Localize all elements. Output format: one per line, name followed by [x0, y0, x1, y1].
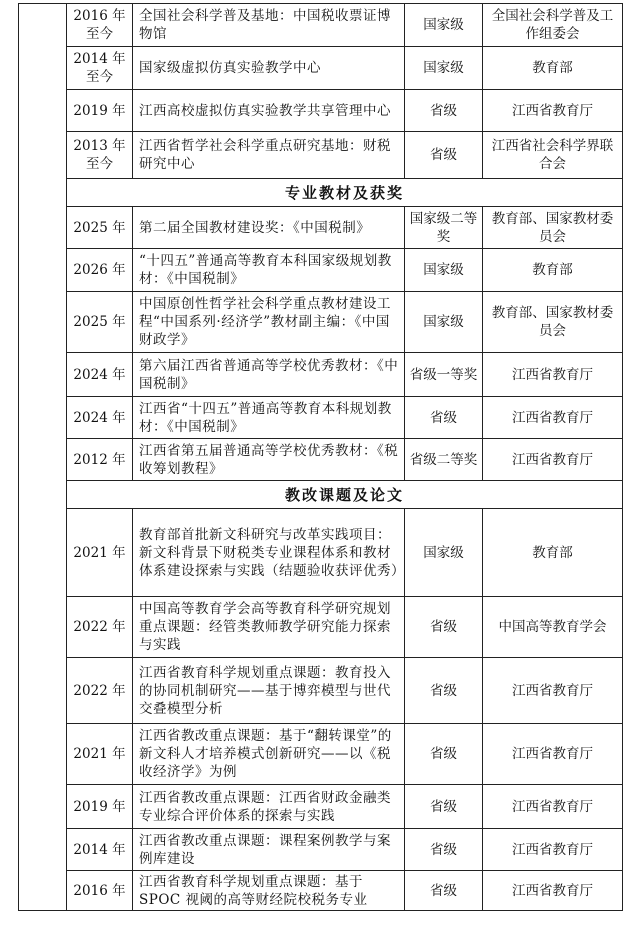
achievements-table [18, 3, 623, 911]
level-cell: 省级 [405, 658, 483, 724]
table-row [19, 90, 623, 132]
year-cell: 2016 年 [67, 871, 133, 911]
table-row [19, 47, 623, 90]
level-cell: 省级 [405, 397, 483, 439]
organization-cell: 教育部 [483, 47, 623, 90]
section-title-reform: 教改课题及论文 [67, 481, 623, 509]
organization-cell: 全国社会科学普及工作组委会 [483, 4, 623, 47]
organization-cell: 教育部 [483, 249, 623, 292]
project-name-cell: 江西省教育科学规划重点课题：基于SPOC 视阈的高等财经院校税务专业 [133, 871, 405, 911]
project-name-cell: 江西高校虚拟仿真实验教学共享管理中心 [133, 90, 405, 132]
project-name-cell: 江西省教改重点课题：基于“翻转课堂”的新文科人才培养模式创新研究——以《税收经济学》为例 [133, 724, 405, 785]
organization-cell: 江西省教育厅 [483, 90, 623, 132]
organization-cell: 江西省教育厅 [483, 397, 623, 439]
project-name-cell: 第六届江西省普通高等学校优秀教材：《中国税制》 [133, 353, 405, 397]
year-cell: 2025 年 [67, 207, 133, 249]
project-name-cell: “十四五”普通高等教育本科国家级规划教材：《中国税制》 [133, 249, 405, 292]
level-cell: 国家级 [405, 4, 483, 47]
table-row [19, 207, 623, 249]
organization-cell: 江西省教育厅 [483, 724, 623, 785]
level-cell: 省级 [405, 829, 483, 871]
table-row [19, 132, 623, 179]
organization-cell: 教育部 [483, 509, 623, 597]
project-name-cell: 中国原创性哲学社会科学重点教材建设工程“中国系列·经济学”教材副主编：《中国财政学》 [133, 292, 405, 353]
level-cell: 国家级 [405, 249, 483, 292]
table-row [19, 397, 623, 439]
project-name-cell: 江西省哲学社会科学重点研究基地：财税研究中心 [133, 132, 405, 179]
level-cell: 省级二等奖 [405, 439, 483, 481]
table-row [19, 4, 623, 47]
table-row [19, 829, 623, 871]
project-name-cell: 江西省教育科学规划重点课题：教育投入的协同机制研究——基于博弈模型与世代交叠模型分析 [133, 658, 405, 724]
organization-cell: 教育部、国家教材委员会 [483, 292, 623, 353]
merged-category-cell [19, 4, 67, 911]
table-row [19, 658, 623, 724]
year-cell: 2014 年至今 [67, 47, 133, 90]
table-row [19, 292, 623, 353]
project-name-cell: 国家级虚拟仿真实验教学中心 [133, 47, 405, 90]
year-cell: 2012 年 [67, 439, 133, 481]
table-row [19, 249, 623, 292]
year-cell: 2013 年至今 [67, 132, 133, 179]
organization-cell: 江西省教育厅 [483, 785, 623, 829]
project-name-cell: 江西省“十四五”普通高等教育本科规划教材：《中国税制》 [133, 397, 405, 439]
project-name-cell: 全国社会科学普及基地：中国税收票证博物馆 [133, 4, 405, 47]
organization-cell: 江西省教育厅 [483, 658, 623, 724]
year-cell: 2019 年 [67, 90, 133, 132]
year-cell: 2019 年 [67, 785, 133, 829]
table-row [19, 871, 623, 911]
organization-cell: 教育部、国家教材委员会 [483, 207, 623, 249]
section-header-row [19, 179, 623, 207]
level-cell: 省级 [405, 871, 483, 911]
level-cell: 省级一等奖 [405, 353, 483, 397]
year-cell: 2025 年 [67, 292, 133, 353]
level-cell: 国家级 [405, 292, 483, 353]
organization-cell: 江西省教育厅 [483, 353, 623, 397]
organization-cell: 江西省教育厅 [483, 871, 623, 911]
level-cell: 省级 [405, 597, 483, 658]
project-name-cell: 江西省教改重点课题：课程案例教学与案例库建设 [133, 829, 405, 871]
level-cell: 国家级 [405, 509, 483, 597]
year-cell: 2022 年 [67, 597, 133, 658]
year-cell: 2014 年 [67, 829, 133, 871]
year-cell: 2024 年 [67, 397, 133, 439]
level-cell: 省级 [405, 724, 483, 785]
section-header-row [19, 481, 623, 509]
organization-cell: 江西省教育厅 [483, 439, 623, 481]
level-cell: 国家级二等奖 [405, 207, 483, 249]
project-name-cell: 江西省教改重点课题：江西省财政金融类专业综合评价体系的探索与实践 [133, 785, 405, 829]
level-cell: 省级 [405, 90, 483, 132]
project-name-cell: 第二届全国教材建设奖：《中国税制》 [133, 207, 405, 249]
table-row [19, 353, 623, 397]
year-cell: 2016 年至今 [67, 4, 133, 47]
year-cell: 2026 年 [67, 249, 133, 292]
organization-cell: 中国高等教育学会 [483, 597, 623, 658]
organization-cell: 江西省教育厅 [483, 829, 623, 871]
year-cell: 2021 年 [67, 509, 133, 597]
table-row [19, 597, 623, 658]
year-cell: 2021 年 [67, 724, 133, 785]
level-cell: 省级 [405, 785, 483, 829]
year-cell: 2022 年 [67, 658, 133, 724]
table-row [19, 509, 623, 597]
table-row [19, 439, 623, 481]
section-title-textbooks: 专业教材及获奖 [67, 179, 623, 207]
table-row [19, 724, 623, 785]
year-cell: 2024 年 [67, 353, 133, 397]
level-cell: 省级 [405, 132, 483, 179]
project-name-cell: 中国高等教育学会高等教育科学研究规划重点课题：经管类教师教学研究能力探索与实践 [133, 597, 405, 658]
project-name-cell: 江西省第五届普通高等学校优秀教材：《税收筹划教程》 [133, 439, 405, 481]
project-name-cell: 教育部首批新文科研究与改革实践项目：新文科背景下财税类专业课程体系和教材体系建设探索与实践（结题验收获评优秀） [133, 509, 405, 597]
level-cell: 国家级 [405, 47, 483, 90]
table-row [19, 785, 623, 829]
organization-cell: 江西省社会科学界联合会 [483, 132, 623, 179]
